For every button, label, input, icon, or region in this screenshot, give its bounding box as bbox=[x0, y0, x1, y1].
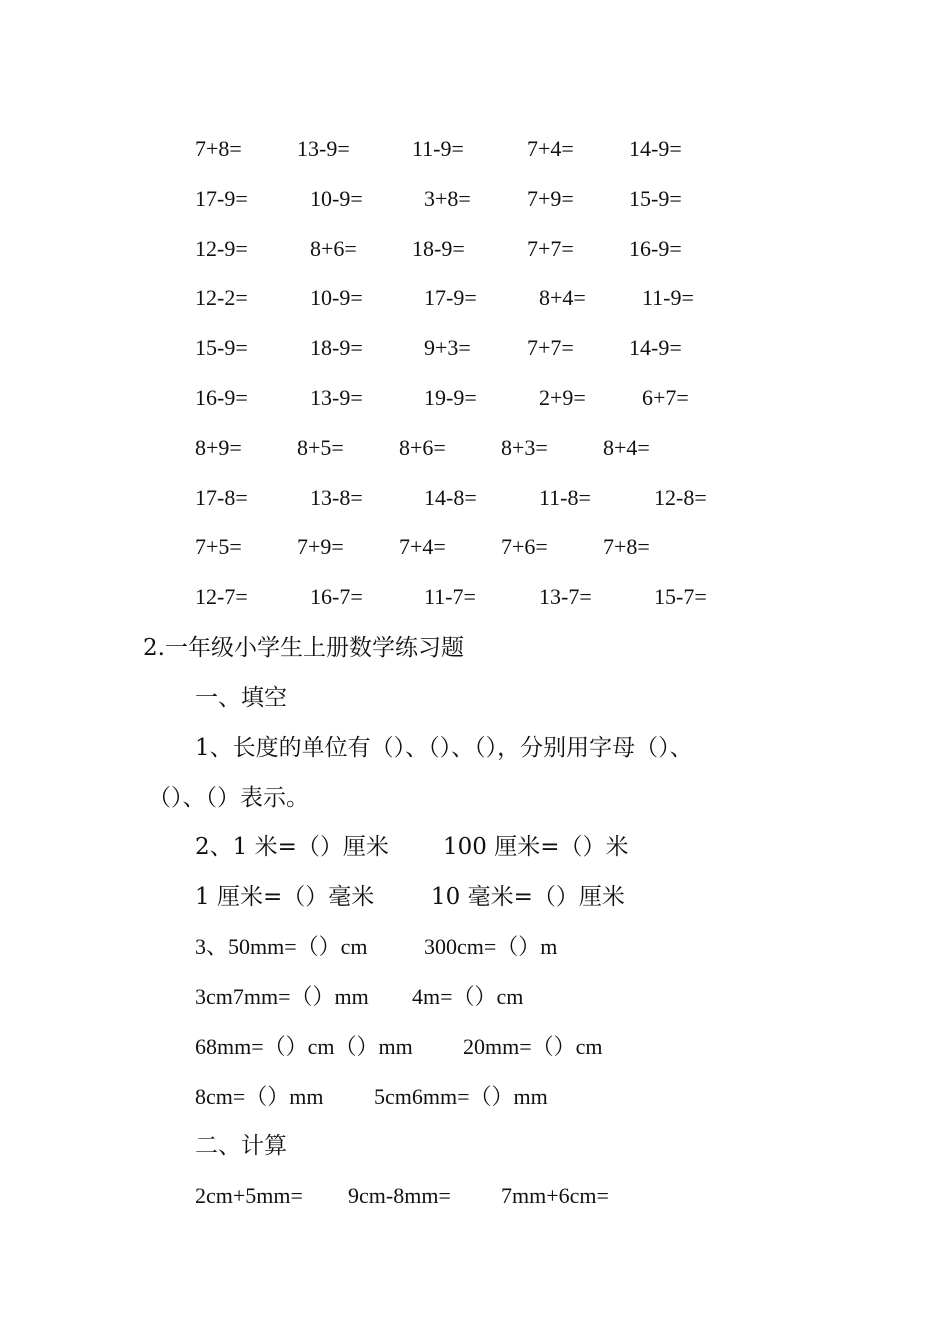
arithmetic-problem: 18-9= bbox=[412, 236, 465, 261]
question-3b: 300cm=（）m bbox=[424, 934, 558, 959]
arithmetic-problem: 12-9= bbox=[195, 236, 248, 261]
arithmetic-problem: 12-7= bbox=[195, 584, 248, 609]
arithmetic-problem: 8+5= bbox=[297, 435, 344, 460]
arithmetic-problem: 7+6= bbox=[501, 534, 548, 559]
arithmetic-problem: 11-9= bbox=[412, 136, 464, 161]
arithmetic-problem: 12-2= bbox=[195, 285, 248, 310]
arithmetic-problem: 16-9= bbox=[629, 236, 682, 261]
arithmetic-problem: 14-9= bbox=[629, 136, 682, 161]
arithmetic-problem: 9+3= bbox=[424, 335, 471, 360]
arithmetic-problem: 8+3= bbox=[501, 435, 548, 460]
arithmetic-problem: 8+6= bbox=[310, 236, 357, 261]
question-3d: 4m=（）cm bbox=[412, 984, 524, 1009]
arithmetic-problem: 7+9= bbox=[297, 534, 344, 559]
arithmetic-problem: 15-7= bbox=[654, 584, 707, 609]
arithmetic-problem: 3+8= bbox=[424, 186, 471, 211]
arithmetic-problem: 8+9= bbox=[195, 435, 242, 460]
arithmetic-problem: 18-9= bbox=[310, 335, 363, 360]
arithmetic-problem: 8+4= bbox=[603, 435, 650, 460]
question-1-line-1: 1、长度的单位有（）、（）、（），分别用字母（）、 bbox=[195, 735, 693, 761]
arithmetic-problem: 10-9= bbox=[310, 186, 363, 211]
question-3e: 68mm=（）cm（）mm bbox=[195, 1034, 413, 1059]
question-2b: 100 厘米=（）米 bbox=[443, 834, 629, 860]
arithmetic-problem: 19-9= bbox=[424, 385, 477, 410]
arithmetic-problem: 17-9= bbox=[424, 285, 477, 310]
question-3c: 3cm7mm=（）mm bbox=[195, 984, 369, 1009]
calc-item-3: 7mm+6cm= bbox=[501, 1183, 609, 1208]
arithmetic-problem: 13-8= bbox=[310, 485, 363, 510]
arithmetic-problem: 13-9= bbox=[310, 385, 363, 410]
arithmetic-problem: 14-9= bbox=[629, 335, 682, 360]
arithmetic-problem: 13-7= bbox=[539, 584, 592, 609]
arithmetic-problem: 7+9= bbox=[527, 186, 574, 211]
fill-heading: 一、填空 bbox=[195, 685, 287, 711]
calc-heading: 二、计算 bbox=[195, 1133, 287, 1159]
question-3f: 20mm=（）cm bbox=[463, 1034, 603, 1059]
arithmetic-problem: 16-7= bbox=[310, 584, 363, 609]
arithmetic-problem: 2+9= bbox=[539, 385, 586, 410]
arithmetic-problem: 8+6= bbox=[399, 435, 446, 460]
arithmetic-problem: 11-7= bbox=[424, 584, 476, 609]
arithmetic-problem: 11-8= bbox=[539, 485, 591, 510]
calc-item-1: 2cm+5mm= bbox=[195, 1183, 303, 1208]
question-3g: 8cm=（）mm bbox=[195, 1084, 324, 1109]
section-title: 2.一年级小学生上册数学练习题 bbox=[143, 635, 464, 661]
arithmetic-problem: 12-8= bbox=[654, 485, 707, 510]
question-2d: 10 毫米=（）厘米 bbox=[431, 884, 625, 910]
arithmetic-problem: 7+8= bbox=[195, 136, 242, 161]
arithmetic-problem: 17-9= bbox=[195, 186, 248, 211]
arithmetic-problem: 16-9= bbox=[195, 385, 248, 410]
arithmetic-problem: 7+7= bbox=[527, 335, 574, 360]
arithmetic-problem: 13-9= bbox=[297, 136, 350, 161]
calc-item-2: 9cm-8mm= bbox=[348, 1183, 451, 1208]
arithmetic-problem: 14-8= bbox=[424, 485, 477, 510]
arithmetic-problem: 15-9= bbox=[629, 186, 682, 211]
question-1-line-2: （）、（）表示。 bbox=[148, 785, 309, 811]
arithmetic-problem: 7+5= bbox=[195, 534, 242, 559]
arithmetic-problem: 7+7= bbox=[527, 236, 574, 261]
arithmetic-problem: 7+4= bbox=[527, 136, 574, 161]
arithmetic-problem: 7+8= bbox=[603, 534, 650, 559]
question-3h: 5cm6mm=（）mm bbox=[374, 1084, 548, 1109]
arithmetic-problem: 7+4= bbox=[399, 534, 446, 559]
arithmetic-problem: 11-9= bbox=[642, 285, 694, 310]
question-2a: 2、1 米=（）厘米 bbox=[195, 834, 389, 860]
question-2c: 1 厘米=（）毫米 bbox=[195, 884, 375, 910]
question-3a: 3、50mm=（）cm bbox=[195, 934, 368, 959]
arithmetic-problem: 6+7= bbox=[642, 385, 689, 410]
arithmetic-problem: 10-9= bbox=[310, 285, 363, 310]
arithmetic-problem: 15-9= bbox=[195, 335, 248, 360]
arithmetic-problem: 17-8= bbox=[195, 485, 248, 510]
arithmetic-problem: 8+4= bbox=[539, 285, 586, 310]
